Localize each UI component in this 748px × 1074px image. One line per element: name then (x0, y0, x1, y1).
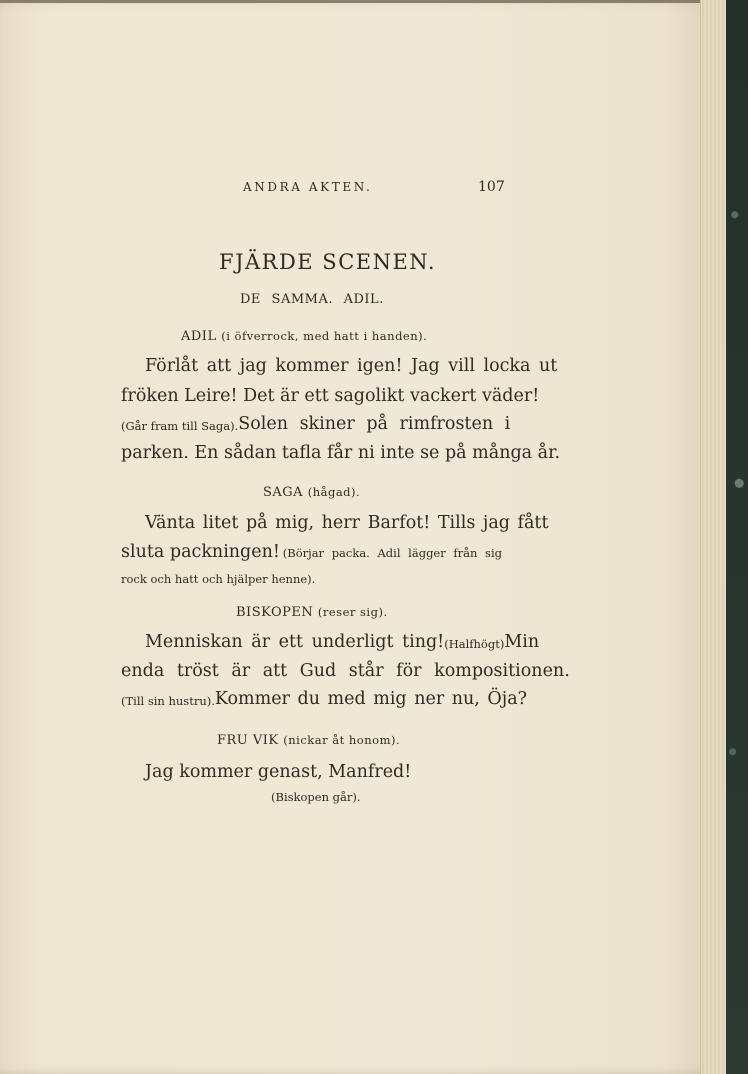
dialogue-line: parken. En sådan tafla får ni inte se på många år. (121, 443, 561, 463)
stage-direction: (nickar åt honom). (283, 733, 401, 747)
running-title: ANDRA AKTEN. (243, 180, 373, 194)
stage-direction: (Till sin hustru). (121, 694, 215, 708)
speaker-name (217, 733, 400, 748)
page-number: 107 (478, 179, 505, 195)
dialogue-line: Förlåt att jag kommer igen! Jag vill locka ut (145, 356, 558, 376)
page-top-edge (0, 0, 718, 3)
stage-direction: (Börjar packa. Adil lägger från sig (282, 546, 502, 560)
dialogue-line: enda tröst är att Gud står för kompositionen. (121, 661, 570, 681)
dialogue-line (145, 632, 540, 652)
dialogue-line (121, 542, 502, 562)
dialogue-text: Min (504, 632, 540, 652)
speaker-name (263, 485, 360, 500)
stage-direction: (Halfhögt) (444, 637, 505, 651)
dialogue-text: Kommer du med mig ner nu, Öja? (214, 689, 528, 709)
dialogue-text: Menniskan är ett underligt ting! (145, 632, 445, 652)
stage-direction: (Biskopen går). (271, 790, 361, 804)
speaker-name (181, 329, 427, 344)
dialogue-line (121, 414, 511, 434)
speaker-label: ADIL (181, 329, 217, 344)
dialogue-text: Solen skiner på rimfrosten i (238, 414, 511, 434)
dialogue-line: Jag kommer genast, Manfred! (145, 762, 412, 782)
stage-direction: rock och hatt och hjälper henne). (121, 572, 316, 586)
dialogue-line: Vänta litet på mig, herr Barfot! Tills jag fått (145, 513, 549, 533)
speaker-label: SAGA (263, 485, 304, 500)
dialogue-text: sluta packningen! (121, 542, 280, 562)
stage-direction: (hågad). (307, 485, 361, 499)
cast-list: DE SAMMA. ADIL. (240, 292, 384, 307)
stage-direction: (i öfverrock, med hatt i handen). (221, 329, 428, 343)
speaker-label: FRU VIK (217, 733, 279, 748)
page-edges (700, 0, 727, 1074)
stage-direction: (reser sig). (317, 605, 388, 619)
speaker-name (236, 605, 388, 620)
speaker-label: BISKOPEN (236, 605, 314, 620)
scene-title: FJÄRDE SCENEN. (219, 250, 437, 274)
book-cover (726, 0, 748, 1074)
dialogue-line: fröken Leire! Det är ett sagolikt vackert väder! (121, 386, 540, 406)
dialogue-line (121, 689, 528, 709)
stage-direction: (Går fram till Saga). (121, 419, 239, 433)
